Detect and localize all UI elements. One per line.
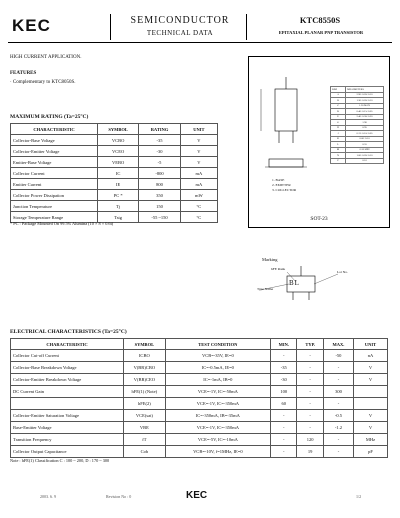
electrical-row [11, 374, 388, 386]
max-rating-header-row [11, 124, 218, 135]
electrical-row-cell: - [271, 422, 297, 434]
max-rating-row-cell: -30 [139, 146, 180, 157]
max-rating-table [10, 123, 218, 223]
dim-row-cell: 0.00~0.10 [346, 136, 384, 142]
electrical-row-cell: - [297, 398, 323, 410]
dim-row-cell: 0.20 MIN [346, 147, 384, 153]
electrical-row-cell [11, 398, 124, 410]
electrical-row-cell: - [323, 362, 353, 374]
electrical-row-cell: - [323, 446, 353, 458]
max-rating-row [11, 168, 218, 179]
electrical-row-cell: hFE(2) [124, 398, 165, 410]
electrical-row [11, 350, 388, 362]
max-rating-row [11, 135, 218, 146]
ec-col-typ: TYP. [297, 339, 323, 350]
dim-row-cell: E [331, 114, 346, 120]
electrical-row-cell: - [323, 398, 353, 410]
package-top-view [275, 89, 297, 131]
electrical-row-cell: - [271, 434, 297, 446]
max-rating-row-cell: Tj [97, 201, 138, 212]
package-name: SOT-23 [310, 216, 328, 222]
max-rating-row [11, 179, 218, 190]
electrical-row-cell: IC=-350mA, IB=-35mA [165, 410, 271, 422]
electrical-row-cell: - [271, 446, 297, 458]
dim-row [331, 158, 384, 164]
electrical-row-cell: 300 [323, 386, 353, 398]
max-rating-row-cell: 350 [139, 190, 180, 201]
max-rating-row-cell: PC * [97, 190, 138, 201]
dim-row-cell: B [331, 98, 346, 104]
max-rating-row-cell: Collector-Emitter Voltage [11, 146, 98, 157]
electrical-row-cell: VCE=-1V, IC=-50mA [165, 386, 271, 398]
footer-date: 2003. 6. 9 [40, 494, 56, 499]
max-rating-row-cell: mA [180, 179, 217, 190]
max-rating-row-cell: 800 [139, 179, 180, 190]
electrical-row-cell: VCE(sat) [124, 410, 165, 422]
electrical-row-cell: VCE=-5V, IC=-10mA [165, 434, 271, 446]
header-title: SEMICONDUCTOR [130, 15, 230, 26]
max-rating-row-cell: Junction Temperature [11, 201, 98, 212]
features-title: FEATURES [10, 71, 37, 76]
max-rating-row-cell: mA [180, 168, 217, 179]
electrical-row-cell: Base-Emitter Voltage [11, 422, 124, 434]
electrical-row-cell: -1.2 [323, 422, 353, 434]
max-rating-row-cell: VCBO [97, 135, 138, 146]
max-rating-row-cell: Tstg [97, 212, 138, 223]
kec-logo: KEC [12, 16, 51, 35]
max-rating-row-cell: °C [180, 201, 217, 212]
electrical-row-cell: V(BR)CEO [124, 374, 165, 386]
dim-row-cell: 0.40+0.15/-0.05 [346, 109, 384, 115]
max-rating-row-cell: VCEO [97, 146, 138, 157]
dim-col-dim: DIM [331, 87, 346, 93]
part-number: KTC8550S [299, 15, 341, 25]
max-rating-title: MAXIMUM RATING (Ta=25°C) [10, 114, 89, 120]
electrical-row-cell: - [323, 434, 353, 446]
lot-leader [314, 274, 338, 284]
dim-row-cell: H [331, 125, 346, 131]
electrical-row-cell: -35 [271, 362, 297, 374]
electrical-row-cell: -0.5 [323, 410, 353, 422]
electrical-row-cell: -30 [271, 374, 297, 386]
electrical-row-cell: VBE [124, 422, 165, 434]
max-rating-row-cell: V [180, 157, 217, 168]
electrical-row-cell: V [354, 374, 388, 386]
electrical-row-cell: IC=-1mA, IB=0 [165, 374, 271, 386]
max-rating-note: * PC : Package Mounted On 99.5% Alumina (10 × 8 × 0.6t) [10, 221, 114, 226]
electrical-row-cell: -50 [323, 350, 353, 362]
electrical-row-cell: Cob [124, 446, 165, 458]
electrical-row-cell: - [323, 374, 353, 386]
electrical-row-cell: VCE=-1V, IC=-350mA [165, 398, 271, 410]
max-rating-row [11, 157, 218, 168]
pin-2: 2. EMITTER [272, 183, 291, 187]
ec-col-characteristic: CHARACTERISTIC [11, 339, 124, 350]
electrical-row-cell: VCB=-10V, f=1MHz, IE=0 [165, 446, 271, 458]
electrical-row-cell: nA [354, 350, 388, 362]
dim-row-cell: A [331, 92, 346, 98]
max-rating-row [11, 190, 218, 201]
marking-code: BL [289, 279, 300, 287]
package-side-view [269, 159, 303, 167]
max-rating-row-cell: °C [180, 212, 217, 223]
max-rating-row-cell: -5 [139, 157, 180, 168]
electrical-row [11, 362, 388, 374]
electrical-row-cell: ICBO [124, 350, 165, 362]
footer-page: 1/2 [356, 494, 362, 499]
electrical-row-cell: Collector Output Capacitance [11, 446, 124, 458]
max-rating-row-cell: Collector Power Dissipation [11, 190, 98, 201]
max-rating-row-cell: V [180, 146, 217, 157]
electrical-row-cell: DC Current Gain [11, 386, 124, 398]
marking-title: Marking [262, 257, 278, 262]
footer-revision: Revision No : 0 [106, 494, 132, 499]
dim-row-cell: N [331, 153, 346, 159]
dim-row-cell: 1.30+0.20/-0.10 [346, 98, 384, 104]
header-divider-right [246, 14, 247, 40]
electrical-row [11, 422, 388, 434]
dim-row-cell: 0.10 [346, 158, 384, 164]
electrical-row-cell: - [297, 386, 323, 398]
header-divider-left [110, 14, 111, 40]
dim-row-cell: 1.90 [346, 120, 384, 126]
electrical-row-cell: V [354, 362, 388, 374]
feature-text: Complementary to KTC8050S. [12, 80, 76, 85]
electrical-table [10, 338, 388, 458]
electrical-row [11, 410, 388, 422]
electrical-row-cell: V [354, 422, 388, 434]
electrical-row-cell: 60 [271, 398, 297, 410]
dim-row-cell: D [331, 109, 346, 115]
dim-row-cell: J [331, 131, 346, 137]
max-rating-row-cell: -800 [139, 168, 180, 179]
electrical-row-cell [354, 398, 388, 410]
electrical-row-cell: hFE(1) (Note) [124, 386, 165, 398]
col-rating: RATING [139, 124, 180, 135]
max-rating-row [11, 146, 218, 157]
electrical-row-cell: 100 [271, 386, 297, 398]
electrical-row-cell: pF [354, 446, 388, 458]
electrical-row-cell: 120 [297, 434, 323, 446]
ec-col-symbol: SYMBOL [124, 339, 165, 350]
header-rule [8, 42, 392, 43]
header-subtitle: TECHNICAL DATA [146, 29, 214, 37]
max-rating-row [11, 201, 218, 212]
dimension-table [330, 86, 384, 164]
col-symbol: SYMBOL [97, 124, 138, 135]
electrical-row-cell: V(BR)CBO [124, 362, 165, 374]
max-rating-row-cell: VEBO [97, 157, 138, 168]
electrical-row-cell: Collector-Base Breakdown Voltage [11, 362, 124, 374]
type-name-label: Type Name [257, 287, 274, 291]
ec-col-min: MIN. [271, 339, 297, 350]
max-rating-row-cell: Collector-Base Voltage [11, 135, 98, 146]
max-rating-row-cell: -35 [139, 135, 180, 146]
electrical-row-cell: Transition Frequency [11, 434, 124, 446]
electrical-row-cell: IC=-0.5mA, IE=0 [165, 362, 271, 374]
max-rating-row-cell: IC [97, 168, 138, 179]
electrical-row-cell: Collector-Emitter Saturation Voltage [11, 410, 124, 422]
pin-3: 3. COLLECTOR [272, 188, 297, 192]
dim-row-cell: 0.55 [346, 142, 384, 148]
max-rating-row-cell: 150 [139, 201, 180, 212]
dim-row-cell: 2.40+0.30/-0.20 [346, 114, 384, 120]
max-rating-row-cell: Emitter-Base Voltage [11, 157, 98, 168]
electrical-row-cell: V [354, 410, 388, 422]
dim-row-cell: 2.90+0.20/-0.10 [346, 92, 384, 98]
electrical-row-cell: VCE=-1V, IC=-350mA [165, 422, 271, 434]
dim-row-cell: 0.95 [346, 125, 384, 131]
dim-row-cell: M [331, 147, 346, 153]
dim-row-cell: K [331, 136, 346, 142]
col-unit: UNIT [180, 124, 217, 135]
dim-col-mm: MILLIMETERS [346, 87, 384, 93]
electrical-row-cell: - [271, 410, 297, 422]
electrical-row-cell: - [297, 410, 323, 422]
dim-row-cell: P [331, 158, 346, 164]
electrical-row-cell: - [297, 374, 323, 386]
dim-row-cell: G [331, 120, 346, 126]
electrical-row-cell: - [297, 422, 323, 434]
max-rating-row-cell: IE [97, 179, 138, 190]
electrical-row-cell: 19 [297, 446, 323, 458]
max-rating-row-cell: Collector Current [11, 168, 98, 179]
electrical-row [11, 434, 388, 446]
pin-list [272, 178, 296, 193]
max-rating-row-cell: V [180, 135, 217, 146]
max-rating-row-cell: -55 ~150 [139, 212, 180, 223]
electrical-row [11, 386, 388, 398]
lot-no-label: Lot No. [337, 270, 348, 274]
electrical-row [11, 446, 388, 458]
hfe-rank-label: hFE Rank [271, 267, 286, 271]
dim-row-cell: C [331, 103, 346, 109]
part-description: EPITAXIAL PLANAR PNP TRANSISTOR [278, 30, 364, 35]
electrical-title: ELECTRICAL CHARACTERISTICS (Ta=25°C) [10, 329, 127, 335]
electrical-header-row [11, 339, 388, 350]
feature-item: · Complementary to KTC8050S. [10, 80, 76, 85]
pin-1: 1. BASE [272, 178, 285, 182]
electrical-row-cell [354, 386, 388, 398]
electrical-row-cell: VCB=-35V, IE=0 [165, 350, 271, 362]
dim-row-cell: 1.30 MAX [346, 103, 384, 109]
max-rating-row-cell: Storage Temperature Range [11, 212, 98, 223]
electrical-row-cell: fT [124, 434, 165, 446]
electrical-row-cell: - [297, 350, 323, 362]
electrical-row-cell: Collector-Emitter Breakdown Voltage [11, 374, 124, 386]
application-text: HIGH CURRENT APPLICATION. [10, 55, 82, 60]
ec-col-max: MAX. [323, 339, 353, 350]
ec-col-condition: TEST CONDITION [165, 339, 271, 350]
max-rating-row-cell: mW [180, 190, 217, 201]
electrical-row-cell: Collector Cut-off Current [11, 350, 124, 362]
electrical-row-cell: MHz [354, 434, 388, 446]
col-characteristic: CHARACTERISTIC [11, 124, 98, 135]
dim-row-cell: L [331, 142, 346, 148]
electrical-note: Note : hFE(1) Classification C : 100 ~ 200, D : 170 ~ 300 [10, 458, 110, 463]
electrical-row-cell: - [271, 350, 297, 362]
max-rating-row-cell: Emitter Current [11, 179, 98, 190]
footer-logo: KEC [186, 490, 208, 501]
electrical-row-cell: - [297, 362, 323, 374]
electrical-row [11, 398, 388, 410]
ec-col-unit: UNIT [354, 339, 388, 350]
dim-row-cell: 0.13+0.10/-0.05 [346, 131, 384, 137]
dim-row-cell: 1.00+0.20/-0.10 [346, 153, 384, 159]
